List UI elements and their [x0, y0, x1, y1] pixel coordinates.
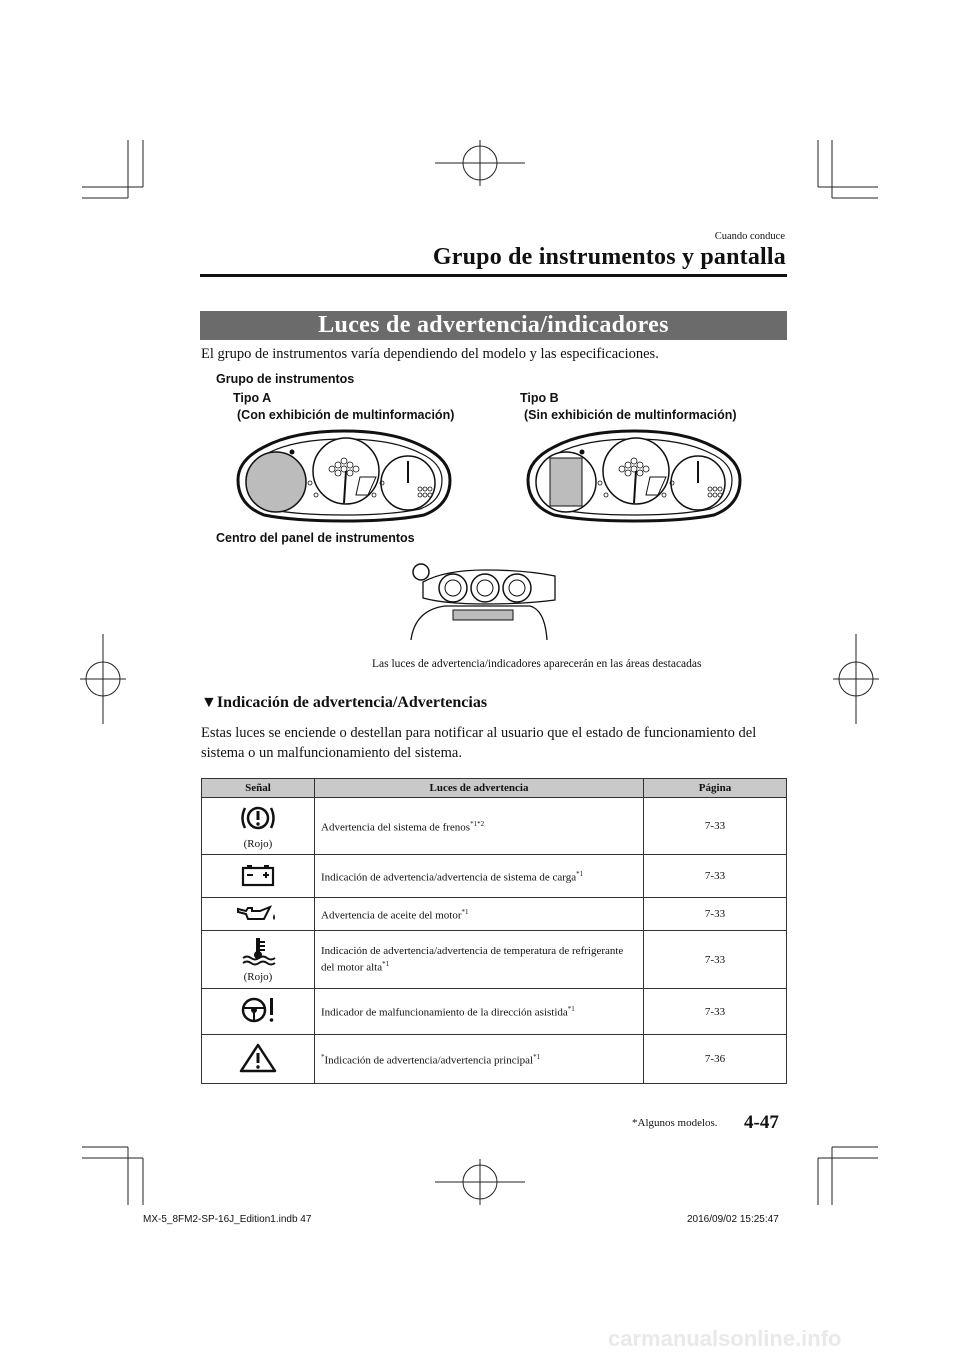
cluster-label: Grupo de instrumentos [216, 372, 355, 386]
section-title: Grupo de instrumentos y pantalla [432, 244, 786, 270]
page-cell: 7-33 [644, 798, 787, 855]
table-row [202, 855, 787, 898]
brake-warning-icon [239, 803, 277, 833]
print-slug-date: 2016/09/02 15:25:47 [687, 1214, 779, 1225]
description-cell: *Indicación de advertencia/advertencia principal$^{*1}$ [315, 1035, 644, 1084]
cluster-type-b-illustration [524, 425, 744, 523]
master-warning-icon [238, 1042, 278, 1074]
table-row [202, 798, 787, 855]
header-page: Página [644, 779, 787, 798]
subsection-marker: ▼ [201, 694, 217, 711]
subsection-heading [201, 694, 487, 712]
coolant-temperature-icon [239, 936, 277, 966]
center-panel-illustration [405, 560, 560, 642]
power-steering-icon [237, 995, 279, 1025]
description-cell: Advertencia de aceite del motor$^{*1}$ [315, 898, 644, 931]
page-cell: 7-36 [644, 1035, 787, 1084]
intro-text: El grupo de instrumentos varía dependiendo del modelo y las especificaciones. [201, 346, 659, 362]
type-a-label: Tipo A [233, 391, 272, 405]
warning-lights-table [201, 778, 787, 1084]
description-cell: Indicación de advertencia/advertencia de temperatura de refrigerante del motor alta$^{*1}$ [315, 931, 644, 989]
signal-color-note: (Rojo) [243, 971, 273, 983]
signal-cell [202, 1035, 315, 1084]
table-row [202, 898, 787, 931]
table-header-row [202, 779, 787, 798]
header-warning-lights: Luces de advertencia [315, 779, 644, 798]
type-b-note: (Sin exhibición de multinformación) [524, 408, 737, 422]
description-cell: Advertencia del sistema de frenos$^{*1*2}$ [315, 798, 644, 855]
signal-cell [202, 931, 315, 989]
footnote: *Algunos modelos. [632, 1117, 718, 1129]
description-cell: Indicador de malfuncionamiento de la dirección asistida$^{*1}$ [315, 989, 644, 1035]
section-banner: Luces de advertencia/indicadores [200, 311, 787, 340]
watermark: carmanualsonline.info [608, 1326, 842, 1351]
signal-cell [202, 798, 315, 855]
oil-can-icon [236, 903, 280, 923]
type-a-note: (Con exhibición de multinformación) [237, 408, 455, 422]
figure-caption: Las luces de advertencia/indicadores aparecerán en las áreas destacadas [372, 658, 702, 670]
table-row [202, 931, 787, 989]
signal-cell [202, 898, 315, 931]
signal-cell [202, 989, 315, 1035]
center-panel-label: Centro del panel de instrumentos [216, 531, 415, 545]
section-label: Cuando conduce [714, 231, 785, 242]
subsection-text: Estas luces se enciende o destellan para notificar al usuario que el estado de funcionamiento del sistema o un malfuncionamiento del sistema. [201, 725, 757, 761]
subsection-title: Indicación de advertencia/Advertencias [216, 694, 488, 711]
page-cell: 7-33 [644, 898, 787, 931]
signal-cell [202, 855, 315, 898]
page-number: 4-47 [744, 1112, 779, 1133]
page-cell: 7-33 [644, 989, 787, 1035]
page-cell: 7-33 [644, 931, 787, 989]
battery-icon [239, 862, 277, 888]
print-slug-file: MX-5_8FM2-SP-16J_Edition1.indb 47 [143, 1214, 312, 1225]
type-b-label: Tipo B [520, 391, 559, 405]
page-cell: 7-33 [644, 855, 787, 898]
cluster-type-a-illustration [234, 425, 454, 523]
description-cell: Indicación de advertencia/advertencia de sistema de carga$^{*1}$ [315, 855, 644, 898]
table-row [202, 989, 787, 1035]
header-rule [200, 274, 787, 277]
signal-color-note: (Rojo) [243, 837, 273, 850]
table-row [202, 1035, 787, 1084]
header-signal: Señal [202, 779, 315, 798]
